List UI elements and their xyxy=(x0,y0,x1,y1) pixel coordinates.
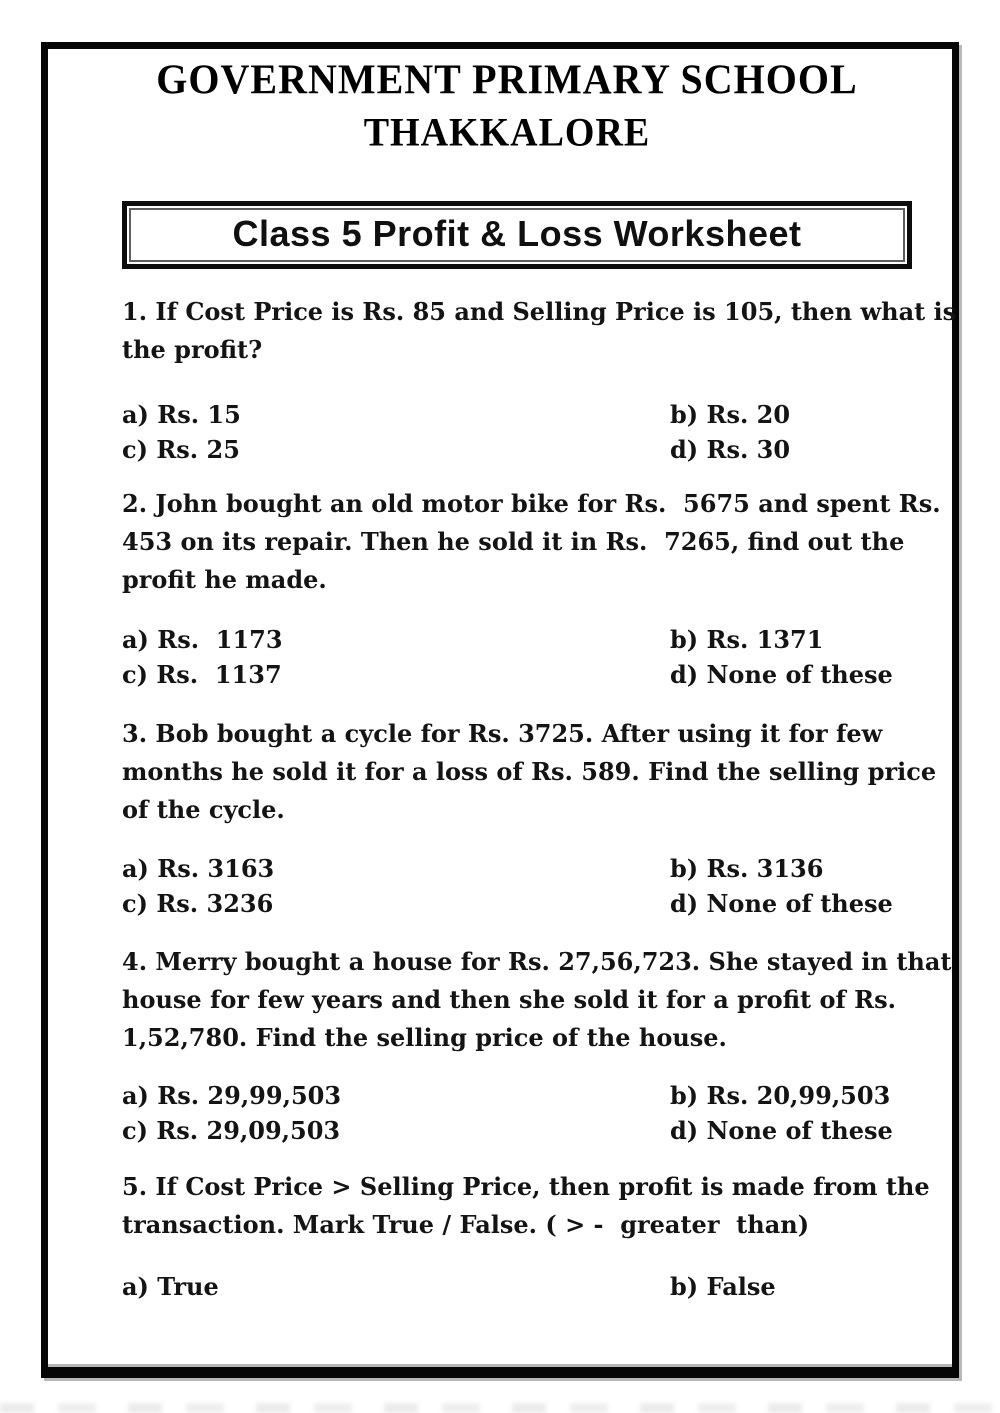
option-d: d) None of these xyxy=(670,889,893,918)
option-c: c) Rs. 25 xyxy=(122,435,240,464)
option-row xyxy=(122,622,892,657)
option-b: b) Rs. 20 xyxy=(670,400,791,429)
question-4-text-line: house for few years and then she sold it for a profit of Rs. xyxy=(122,985,896,1014)
option-c: c) Rs. 1137 xyxy=(122,660,282,689)
question-4-text-line: 1,52,780. Find the selling price of the house. xyxy=(122,1023,727,1052)
option-a: a) Rs. 15 xyxy=(122,400,241,429)
question-3-text-line: of the cycle. xyxy=(122,795,285,824)
worksheet-title-inner-border xyxy=(129,208,905,262)
option-c: c) Rs. 29,09,503 xyxy=(122,1116,341,1145)
question-1 xyxy=(122,293,957,467)
option-a: a) True xyxy=(122,1272,219,1301)
option-row xyxy=(122,1113,892,1148)
question-2-options xyxy=(122,622,892,692)
question-3 xyxy=(122,715,937,921)
option-row xyxy=(122,851,892,886)
question-5-options xyxy=(122,1269,892,1304)
question-5 xyxy=(122,1168,930,1304)
worksheet-page xyxy=(41,42,959,1378)
question-2-text-line: 453 on its repair. Then he sold it in Rs. 7265, find out the xyxy=(122,527,905,556)
question-4 xyxy=(122,943,952,1148)
worksheet-content xyxy=(48,49,957,1367)
question-5-text-line: transaction. Mark True / False. ( > - greater than) xyxy=(122,1210,810,1239)
option-a: a) Rs. 29,99,503 xyxy=(122,1081,342,1110)
scan-artifact-strip xyxy=(0,1403,1000,1413)
worksheet-title-box xyxy=(122,201,912,269)
option-row xyxy=(122,397,892,432)
option-d: d) None of these xyxy=(670,1116,893,1145)
question-4-options xyxy=(122,1078,892,1148)
question-3-text-line: 3. Bob bought a cycle for Rs. 3725. After using it for few xyxy=(122,719,883,748)
question-3-options xyxy=(122,851,892,921)
question-1-text-line: the profit? xyxy=(122,335,263,364)
question-3-text-line: months he sold it for a loss of Rs. 589. Find the selling price xyxy=(122,757,937,786)
option-b: b) Rs. 1371 xyxy=(670,625,824,654)
option-d: d) Rs. 30 xyxy=(670,435,791,464)
question-2-text-line: 2. John bought an old motor bike for Rs. 5675 and spent Rs. xyxy=(122,489,941,518)
question-5-text-line: 5. If Cost Price > Selling Price, then profit is made from the xyxy=(122,1172,930,1201)
option-a: a) Rs. 3163 xyxy=(122,854,275,883)
school-header xyxy=(122,55,892,157)
option-b: b) Rs. 3136 xyxy=(670,854,824,883)
question-4-text-line: 4. Merry bought a house for Rs. 27,56,723. She stayed in that xyxy=(122,947,952,976)
option-row xyxy=(122,886,892,921)
question-1-text-line: 1. If Cost Price is Rs. 85 and Selling Price is 105, then what is xyxy=(122,297,957,326)
option-d: d) None of these xyxy=(670,660,893,689)
option-row xyxy=(122,1269,892,1304)
option-row xyxy=(122,657,892,692)
question-2-text-line: profit he made. xyxy=(122,565,327,594)
option-c: c) Rs. 3236 xyxy=(122,889,274,918)
option-b: b) False xyxy=(670,1272,776,1301)
option-row xyxy=(122,432,892,467)
worksheet-title: Class 5 Profit & Loss Worksheet xyxy=(232,213,802,254)
option-a: a) Rs. 1173 xyxy=(122,625,283,654)
option-b: b) Rs. 20,99,503 xyxy=(670,1081,891,1110)
option-row xyxy=(122,1078,892,1113)
question-1-options xyxy=(122,397,892,467)
school-name-line2: THAKKALORE xyxy=(363,110,651,156)
question-2 xyxy=(122,485,941,692)
school-name-line1: GOVERNMENT PRIMARY SCHOOL xyxy=(156,55,858,104)
